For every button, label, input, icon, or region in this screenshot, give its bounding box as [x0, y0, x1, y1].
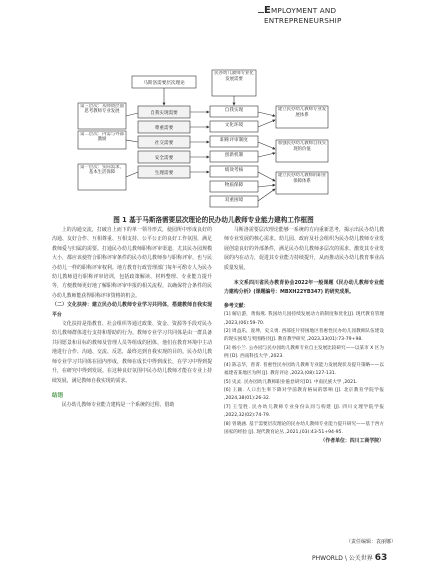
framework-diagram — [0, 0, 427, 212]
footer-publication: 公关世界 — [348, 555, 373, 562]
diagram-label-mid-0: 自我实现 — [224, 108, 244, 113]
diagram-label-mid-2: 职称评审制度 — [220, 138, 248, 143]
diagram-note-text-1: 第二层次：内需与外部激励 — [80, 132, 124, 143]
reference-item: [3] 杨小兰. 公办园与民办园幼儿教师专业自主发展比较研究——以某市 X 区为例 [D]. 西南科技大学 ,2023. — [224, 345, 384, 360]
author-affiliation: （作者单位：四川工商学院） — [320, 438, 384, 445]
page-footer — [312, 553, 387, 563]
diagram-label-mid-1: 文化环境 — [224, 123, 244, 128]
reference-item: [2] 周益乐，庞坤，史义勇. 西部连片特困地区普惠性民办幼儿园教师队伍建设的现实困境与突围路径[J]. 教育教学研究 ,2023,33(01):73-79+98. — [224, 329, 384, 343]
diagram-label-left-5: 生理需要 — [154, 171, 174, 176]
reference-item: [8] 曾晓涵. 基于需要层次理论的民办幼儿教师专业能力提升研究——基于西方国家的经验 [J]. 现代教育论丛 ,2021,(03):43-51+94-95. — [224, 421, 384, 435]
diagram-label-left-4: 安全需要 — [154, 156, 174, 161]
diagram-label-mid-top: 民办幼儿教师专业化发展需要 — [214, 71, 254, 82]
left-paragraph-2: 文化扶持是指教育、社会组织等通过政策、资金、资源等手段对民办幼儿教师群体进行支持和帮助的行为。教师专业学习共同体是由一群具备共同愿景和目标的教师及管理人员等组成的团体，他们在教育环境中主动地进行合作、沟通、交流、反思，最终达到自我实现的目的。民办幼儿教师专业学习共同体在园内形成，教师在成长中得到成长，在学习中得到提升，在研究中得到发展。在这种良好氛围中民办幼儿教师才能在专业上持续发展，满足教师自我实现的需求。 — [52, 321, 212, 384]
header-initial: E — [264, 5, 272, 16]
left-paragraph-3: 民办幼儿教师专业能力建构是一个系统的过程，借助 — [61, 402, 175, 409]
footer-brand: PHWORLD — [312, 555, 343, 562]
reference-item: [1] 解后游，黄海燕. 我国幼儿园持续发展动力的制度和优化[J]. 现代教育管理 ,2023,(06):59-70. — [224, 312, 384, 326]
diagram-label-mid-6: 双重困境 — [224, 198, 244, 203]
diagram-label-left-3: 社交需要 — [154, 141, 174, 146]
reference-item: [4] 陈志华，曾菁. 普惠性民办园幼儿教师专业能力发展现状及提升策略——以福建省某地区为例 [J]. 教育评论 ,2023,(08):127-131. — [224, 362, 384, 377]
editor-note: （责任编辑：袁丽娜） — [346, 539, 397, 545]
references-title: 参考文献： — [224, 302, 249, 309]
header-rest: MPLOYMENT AND ENTREPRENEURSHIP — [264, 6, 342, 25]
conclusion-heading: 结语 — [52, 392, 64, 399]
figure-caption: 图 1 基于马斯洛需要层次理论的民办幼儿教师专业能力建构工作框图 — [113, 216, 314, 224]
diagram-label-left-1: 自我实现需要 — [150, 111, 178, 116]
reference-item: [5] 史灵. 民办园幼儿教师职业倦怠研究[D]. 中南民族大学 ,2021. — [224, 379, 358, 385]
diagram-label-mid-3: 创新机制 — [224, 153, 244, 158]
diagram-label-left-2: 尊重需要 — [154, 126, 174, 131]
page-number: 63 — [374, 553, 388, 563]
reference-item: [7] 王莹胜. 民办幼儿教师专业身份认同与构建 [J]. 四川文理学院学报 ,2022,32(02):74-79. — [224, 404, 384, 419]
diagram-label-left-0: 马斯洛需要层次理论 — [143, 81, 185, 86]
diagram-label-right-2: 建立民办幼儿教师的职业保障体系 — [277, 173, 327, 184]
diagram-label-mid-4: 绩效考核 — [224, 168, 244, 173]
diagram-note-text-2: 第一层次：实际需求、基本生活保障 — [80, 165, 124, 176]
diagram-label-mid-5: 物质保障 — [224, 183, 244, 188]
left-paragraph-1: 上的沟通交流，打破自上而下的单一领导形式，使园所中形成良好的沟通、友好合作、互相尊重、互相支持、公平公正的良好工作氛围，满足教师爱与归属的需要。打通民办幼儿教师职称评审渠道，尤其民办园规模大小，都应该使符合职称评审条件的民办幼儿教师参与职称评审，也与民办幼儿一样的职称评审权利。地方教育行政管理部门每年可酌专人为民办幼儿教师进行职称评审培训，包括政策解读、材料整理、专业能力提升等，方便教师更好地了解职称评审申报的相关流程，以确保符合条件的民办幼儿教师能获得职称评审资格的机会。 — [52, 227, 212, 299]
diagram-note-text-0: 第三层次：从师资层面思考教师专业发展 — [80, 104, 124, 115]
footer-separator: \ — [344, 555, 347, 562]
reference-item: [6] 王颖. 人口出生率下降对学前教育格局的影响 [J]. 北京教育学院学报 ,2024,38(01):26-32. — [224, 387, 384, 402]
right-column — [224, 226, 384, 447]
section-heading-2: （二）文化扶持：建立民办幼儿教师专业学习共同体，搭建教师自我实现平台 — [52, 302, 212, 318]
right-paragraph-1: 马斯洛需要层次理论能够一系统的方向重新思考，揭示出民办幼儿教师专业发展的核心需求。幼儿园、政府及社会组织为民办幼儿教师专业发展创造良好的外部条件，满足民办幼儿教师多层次的需求，激发其专业发展的内在动力，促进其专业能力持续提升，从而推动民办幼儿教育事业高质量发展。 — [224, 227, 384, 271]
diagram-label-right-0: 建立民办幼儿教师专业发展体系 — [277, 107, 327, 118]
funding-note: 本文系四川省民办教育协会2022年一般课题《民办幼儿教师专业能力建构分析》(课题编号：MBXH22YB347) 的研究成果。 — [224, 280, 384, 296]
left-column — [52, 226, 212, 411]
diagram-label-right-1: 加强民办幼儿教师自我实现的价值 — [277, 141, 327, 152]
